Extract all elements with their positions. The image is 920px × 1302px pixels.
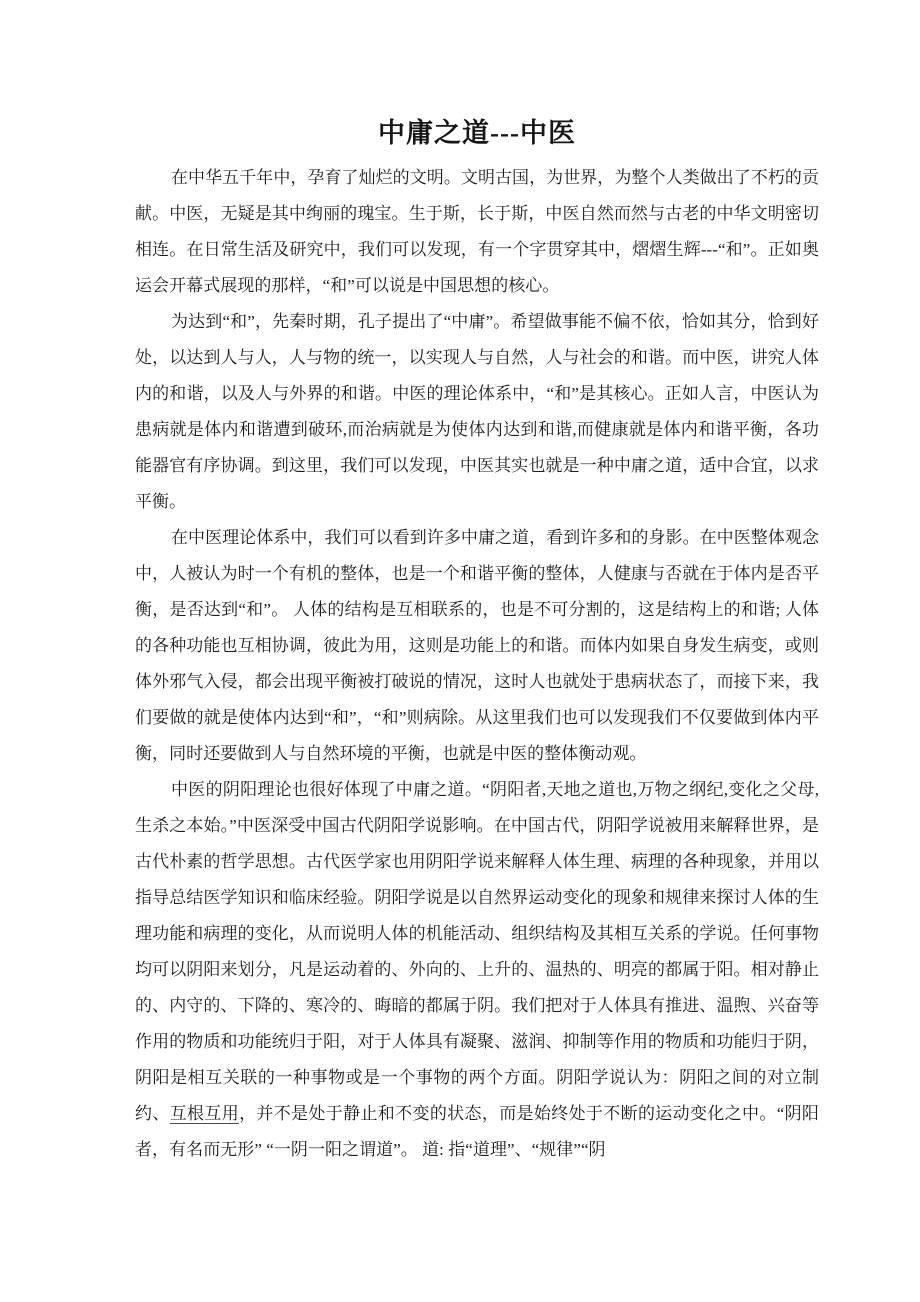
paragraph-zhongyong: 为达到“和”，先秦时期，孔子提出了“中庸”。希望做事能不偏不依，恰如其分，恰到好处，以达到人与人，人与物的统一，以实现人与自然，人与社会的和谐。而中医，讲究人体内的和谐，以及人与外界的和谐。中医的理论体系中，“和”是其核心。正如人言，中医认为患病就是体内和谐遭到破环,而治病就是为使体内达到和谐,而健康就是体内和谐平衡，各功能器官有序协调。到这里，我们可以发现，中医其实也就是一种中庸之道，适中合宜，以求平衡。 — [135, 312, 819, 511]
paragraph-intro: 在中华五千年中，孕育了灿烂的文明。文明古国，为世界，为整个人类做出了不朽的贡献。中医，无疑是其中绚丽的瑰宝。生于斯，长于斯，中医自然而然与古老的中华文明密切相连。在日常生活及研究中，我们可以发现，有一个字贯穿其中，熠熠生辉---“和”。正如奥运会开幕式展现的那样，“和”可以说是中国思想的核心。 — [135, 168, 819, 295]
document-title: 中庸之道---中医 — [378, 118, 576, 148]
document-content — [135, 0, 819, 1168]
paragraph-yinyang — [135, 772, 819, 1168]
underlined-phrase: 互根互用 — [169, 1104, 240, 1123]
paragraph-yinyang-text: 中医的阴阳理论也很好体现了中庸之道。“阴阳者,天地之道也,万物之纲纪,变化之父母,生杀之本始。”中医深受中国古代阴阳学说影响。在中国古代，阴阳学说被用来解释世界，是古代朴素的哲学思想。古代医学家也用阴阳学说来解释人体生理、病理的各种现象，并用以指导总结医学知识和临床经验。阴阳学说是以自然界运动变化的现象和规律来探讨人体的生理功能和病理的变化，从而说明人体的机能活动、组织结构及其相互关系的学说。任何事物均可以阴阳来划分，凡是运动着的、外向的、上升的、温热的、明亮的都属于阳。相对静止的、内守的、下降的、寒冷的、晦暗的都属于阴。我们把对于人体具有推进、温煦、兴奋等作用的物质和功能统归于阳，对于人体具有凝聚、滋润、抑制等作用的物质和功能归于阴，阴阳是相互关联的一种事物或是一个事物的两个方面。阴阳学说认为：阴阳之间的对立制约、 — [135, 780, 819, 1123]
paragraph-holism: 在中医理论体系中，我们可以看到许多中庸之道，看到许多和的身影。在中医整体观念中，人被认为时一个有机的整体，也是一个和谐平衡的整体，人健康与否就在于体内是否平衡，是否达到“和”。 人体的结构是互相联系的，也是不可分割的，这是结构上的和谐; 人体的各种功能也互相协调，彼此为用，这则是功能上的和谐。而体内如果自身发生病变，或则体外邪气入侵，都会出现平衡被打破说的情况，这时人也就处于患病状态了，而接下来，我们要做的就是使体内达到“和”，“和”则病除。从这里我们也可以发现我们不仅要做到体内平衡，同时还要做到人与自然环境的平衡，也就是中医的整体衡动观。 — [135, 528, 819, 763]
paragraph-yinyang-text-cont: ，并不是处于静止和不变的状态，而是始终处于不断的运动变化之中。“阴阳者，有名而无形” “一阴一阳之谓道”。 道: 指“道理”、“规律”“阴 — [135, 1104, 819, 1159]
document-body — [135, 160, 819, 1168]
